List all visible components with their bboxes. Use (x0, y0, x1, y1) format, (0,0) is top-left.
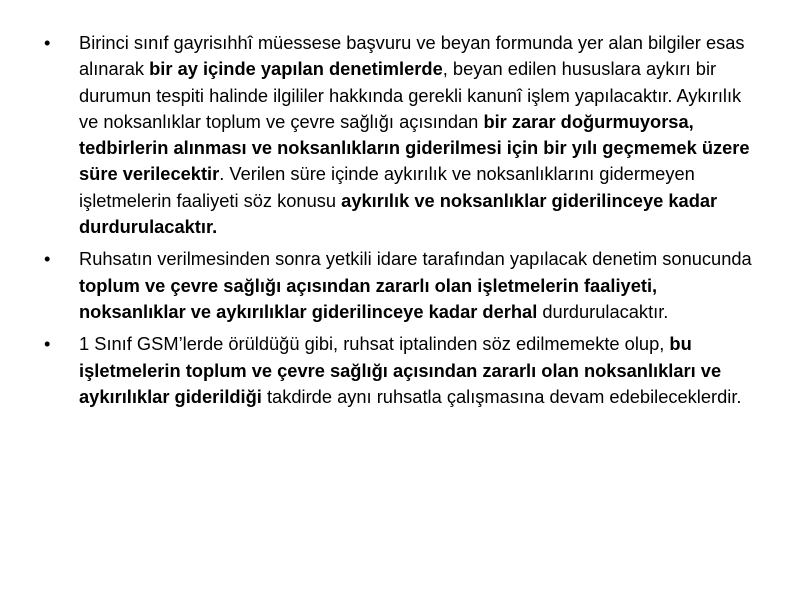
text-segment: durdurulacaktır. (537, 300, 669, 322)
text-segment: 1 Sınıf GSM’lerde örüldüğü gibi, ruhsat iptalinden söz edilmemekte olup, (79, 333, 670, 355)
bold-text-segment: bu işletmelerin toplum ve çevre sağlığı açısından zararlı olan noksanlıkları ve aykırılıklar giderildiği (79, 333, 722, 407)
bullet-item (44, 246, 762, 325)
bold-text-segment: bir zarar doğurmuyorsa, tedbirlerin alınması ve noksanlıkların giderilmesi için bir yılı geçmemek üzere süre verilecektir (79, 110, 750, 185)
bullet-icon: • (44, 333, 51, 355)
text-segment: Birinci sınıf gayrisıhhî müessese başvuru ve beyan formunda yer alan bilgiler esas alınarak (79, 32, 745, 80)
bullet-item (44, 30, 762, 240)
text-segment: , beyan edilen hususlara aykırı bir durumun tespiti halinde ilgililer hakkında gerekli kanunî işlem yapılacaktır. Aykırılık ve noksanlıklar toplum ve çevre sağlığı açısından (79, 58, 742, 132)
bullet-icon: • (44, 32, 51, 53)
bold-text-segment: aykırılık ve noksanlıklar giderilinceye kadar durdurulacaktır. (79, 189, 718, 238)
bullet-list (44, 30, 762, 416)
text-segment: takdirde aynı ruhsatla çalışmasına devam edebileceklerdir. (261, 385, 742, 407)
bold-text-segment: toplum ve çevre sağlığı açısından zararlı olan işletmelerin faaliyeti, noksanlıklar ve aykırılıklar giderilinceye kadar derhal (79, 274, 658, 322)
text-segment: Ruhsatın verilmesinden sonra yetkili idare tarafından yapılacak denetim sonucunda (79, 248, 752, 270)
bold-text-segment: bir ay içinde yapılan denetimlerde (149, 58, 443, 80)
bullet-icon: • (44, 248, 51, 270)
bullet-item (44, 331, 762, 410)
text-segment: . Verilen süre içinde aykırılık ve noksanlıklarını gidermeyen işletmelerin faaliyeti söz konusu (79, 163, 695, 211)
